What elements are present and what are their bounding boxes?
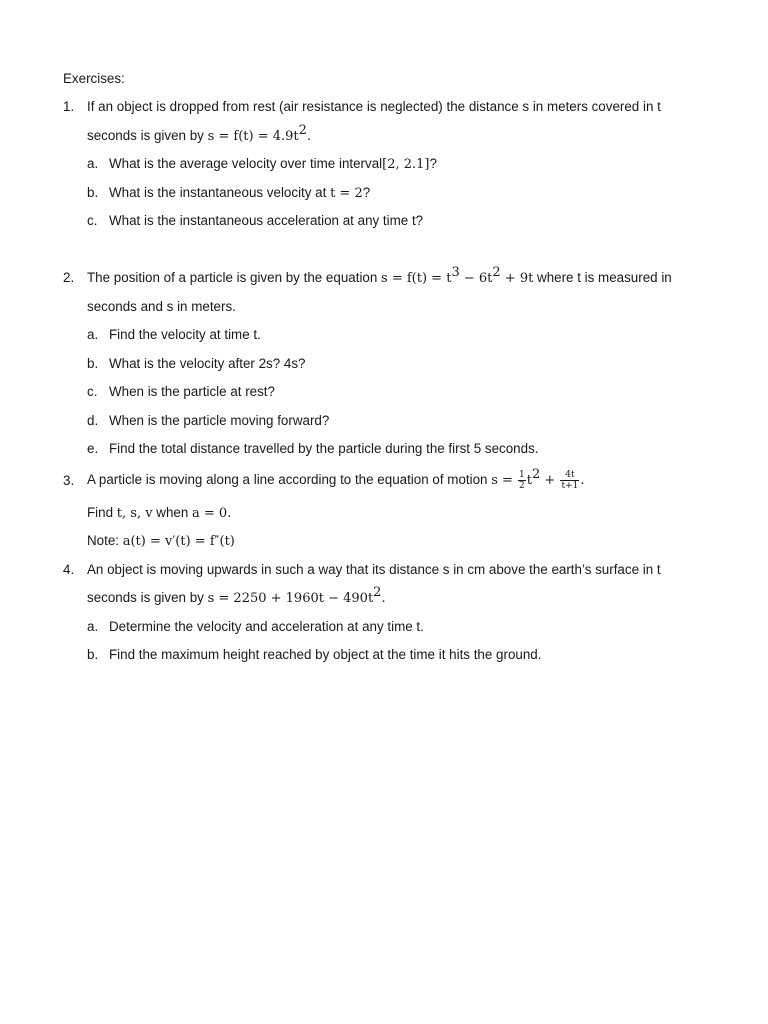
question-3-note-formula: a(t) = v′(t) = f″(t): [122, 534, 235, 549]
question-2e-letter: e.: [87, 441, 99, 456]
question-2a-text: Find the velocity at time t.: [109, 327, 261, 342]
question-3-line-2-end: .: [227, 506, 232, 521]
fraction-4t-denominator: t+1: [561, 480, 579, 491]
question-3-note: [87, 532, 235, 551]
fraction-4t-numerator: 4t: [560, 470, 579, 481]
question-1a-interval: [2, 2.1]: [382, 157, 430, 172]
question-2b-text: What is the velocity after 2s? 4s?: [109, 356, 306, 371]
question-2-text: The position of a particle is given by the equation: [87, 270, 382, 285]
question-2-line-1: [87, 265, 672, 288]
question-2-exponent-1: 3: [451, 265, 460, 280]
question-3-formula-start: s =: [491, 473, 518, 488]
question-1-formula-intro: seconds is given by: [87, 128, 208, 143]
question-4b-letter: b.: [87, 647, 99, 662]
question-4-text: An object is moving upwards in such a way that its distance s in cm above the earth’s surface in t: [87, 562, 661, 577]
question-2-line-2: seconds and s in meters.: [87, 299, 236, 314]
question-3-line-1: [87, 466, 585, 495]
question-2c-letter: c.: [87, 384, 98, 399]
exercises-heading: Exercises:: [63, 71, 125, 86]
question-3-line-2: [87, 504, 231, 523]
question-1b-letter: b.: [87, 185, 99, 200]
question-4-formula-end: .: [381, 591, 386, 606]
question-2e-text: Find the total distance travelled by the particle during the first 5 seconds.: [109, 441, 539, 456]
question-2c-text: When is the particle at rest?: [109, 384, 275, 399]
question-1-text: If an object is dropped from rest (air resistance is neglected) the distance s in meters covered in t: [87, 99, 661, 114]
question-4b-text: Find the maximum height reached by object at the time it hits the ground.: [109, 647, 542, 662]
question-3-exponent: 2: [532, 467, 541, 482]
question-1a: [109, 155, 437, 174]
question-3-find-label: Find: [87, 505, 117, 520]
question-2d-letter: d.: [87, 413, 99, 428]
question-2-formula-part-3: + 9t: [500, 271, 534, 286]
question-4-formula-line: [87, 585, 386, 608]
question-3-note-label: Note:: [87, 533, 123, 548]
question-3-when-label: when: [152, 505, 193, 520]
question-1-number: 1.: [63, 99, 75, 114]
question-4-formula-intro: seconds is given by: [87, 590, 208, 605]
question-4a-letter: a.: [87, 619, 99, 634]
question-1b-math: t = 2: [330, 186, 363, 201]
question-1-formula-exponent: 2: [298, 123, 307, 138]
question-3-formula-end: .: [580, 473, 585, 488]
question-3-text: A particle is moving along a line according to the equation of motion: [87, 472, 492, 487]
question-1-formula-line: [87, 123, 312, 146]
question-2d-text: When is the particle moving forward?: [109, 413, 330, 428]
question-3-condition: a = 0: [192, 506, 228, 521]
question-4a-text: Determine the velocity and acceleration at any time t.: [109, 619, 424, 634]
question-1b-end: ?: [362, 185, 371, 200]
question-3-number: 3.: [63, 473, 75, 488]
question-1a-text: What is the average velocity over time interval: [109, 156, 383, 171]
question-2-text-continued: where t is measured in: [533, 270, 672, 285]
question-1c-letter: c.: [87, 213, 98, 228]
question-1a-letter: a.: [87, 156, 99, 171]
fraction-half-denominator: 2: [519, 480, 525, 491]
question-3-fraction-4t: [560, 470, 579, 491]
question-1b-text: What is the instantaneous velocity at: [109, 185, 331, 200]
question-2-formula-part-2: − 6t: [459, 271, 493, 286]
question-2-formula-part-1: s = f(t) = t: [381, 271, 452, 286]
question-3-formula-t: t: [526, 473, 533, 488]
question-2-number: 2.: [63, 270, 75, 285]
question-1-formula-end: .: [306, 129, 312, 144]
question-3-formula-plus: +: [540, 473, 560, 488]
question-1-formula: s = f(t) = 4.9t: [207, 129, 299, 144]
question-4-number: 4.: [63, 562, 75, 577]
question-2b-letter: b.: [87, 356, 99, 371]
question-1b: [109, 184, 370, 203]
question-3-fraction-half: [518, 470, 526, 491]
question-1a-end: ?: [429, 156, 437, 171]
question-4-formula: s = 2250 + 1960t − 490t: [207, 591, 374, 606]
question-2a-letter: a.: [87, 327, 99, 342]
question-4-formula-exponent: 2: [373, 585, 382, 600]
question-3-find-vars: t, s, v: [116, 506, 153, 521]
fraction-half-numerator: 1: [519, 469, 525, 480]
question-2-exponent-2: 2: [492, 265, 501, 280]
question-1c-text: What is the instantaneous acceleration at any time t?: [109, 213, 424, 228]
